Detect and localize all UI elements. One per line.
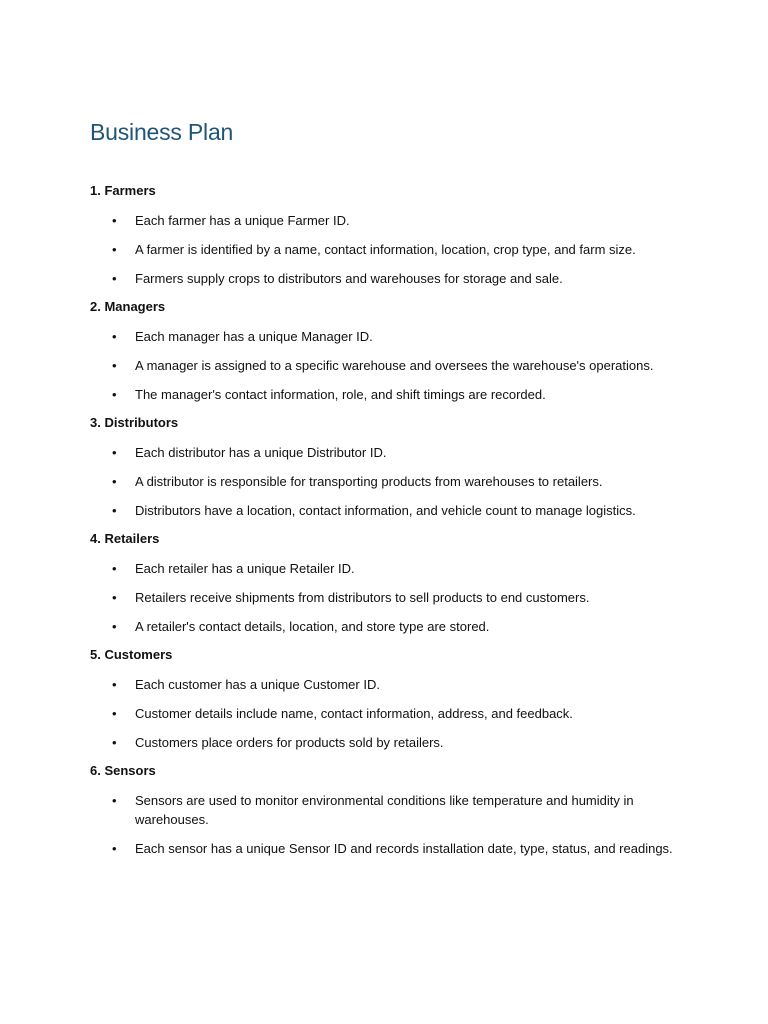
bullet-icon: • <box>112 677 117 692</box>
list-item <box>90 385 680 404</box>
list-item <box>90 791 680 829</box>
document-page <box>90 116 680 868</box>
list-item-text: Farmers supply crops to distributors and warehouses for storage and sale. <box>135 271 563 286</box>
list-item-text: A farmer is identified by a name, contact information, location, crop type, and farm size. <box>135 242 636 257</box>
bullet-icon: • <box>112 841 117 856</box>
list-item <box>90 704 680 723</box>
list-item-text: The manager's contact information, role, and shift timings are recorded. <box>135 387 546 402</box>
section-heading: 1. Farmers <box>90 183 156 198</box>
section-heading: 3. Distributors <box>90 415 179 430</box>
bullet-list <box>90 675 680 752</box>
document-section <box>90 530 680 636</box>
list-item <box>90 443 680 462</box>
list-item-text: Each customer has a unique Customer ID. <box>135 677 380 692</box>
bullet-icon: • <box>112 793 117 808</box>
bullet-icon: • <box>112 619 117 634</box>
section-list <box>90 182 680 858</box>
page-title: Business Plan <box>90 119 234 145</box>
bullet-list <box>90 211 680 288</box>
bullet-icon: • <box>112 474 117 489</box>
list-item <box>90 240 680 259</box>
list-item-text: Each sensor has a unique Sensor ID and records installation date, type, status, and readings. <box>135 841 673 856</box>
bullet-icon: • <box>112 503 117 518</box>
list-item <box>90 839 680 858</box>
list-item-text: Sensors are used to monitor environmental conditions like temperature and humidity in warehouses. <box>135 793 634 827</box>
list-item-text: Retailers receive shipments from distributors to sell products to end customers. <box>135 590 590 605</box>
bullet-icon: • <box>112 242 117 257</box>
list-item <box>90 675 680 694</box>
bullet-icon: • <box>112 561 117 576</box>
list-item-text: A distributor is responsible for transporting products from warehouses to retailers. <box>135 474 603 489</box>
list-item-text: Customers place orders for products sold by retailers. <box>135 735 444 750</box>
list-item <box>90 588 680 607</box>
list-item <box>90 733 680 752</box>
bullet-icon: • <box>112 590 117 605</box>
list-item <box>90 617 680 636</box>
list-item <box>90 559 680 578</box>
section-heading: 6. Sensors <box>90 763 156 778</box>
list-item <box>90 211 680 230</box>
bullet-icon: • <box>112 735 117 750</box>
bullet-list <box>90 443 680 520</box>
list-item-text: A manager is assigned to a specific warehouse and oversees the warehouse's operations. <box>135 358 654 373</box>
bullet-icon: • <box>112 271 117 286</box>
bullet-list <box>90 559 680 636</box>
document-section <box>90 762 680 858</box>
bullet-icon: • <box>112 445 117 460</box>
bullet-icon: • <box>112 213 117 228</box>
list-item-text: Each farmer has a unique Farmer ID. <box>135 213 350 228</box>
list-item <box>90 356 680 375</box>
list-item-text: Each manager has a unique Manager ID. <box>135 329 373 344</box>
list-item-text: Each retailer has a unique Retailer ID. <box>135 561 355 576</box>
bullet-icon: • <box>112 387 117 402</box>
list-item <box>90 269 680 288</box>
document-section <box>90 298 680 404</box>
bullet-icon: • <box>112 329 117 344</box>
document-section <box>90 646 680 752</box>
section-heading: 4. Retailers <box>90 531 160 546</box>
list-item-text: Distributors have a location, contact information, and vehicle count to manage logistics. <box>135 503 636 518</box>
list-item <box>90 501 680 520</box>
list-item-text: Each distributor has a unique Distributor ID. <box>135 445 387 460</box>
list-item-text: Customer details include name, contact information, address, and feedback. <box>135 706 573 721</box>
document-section <box>90 182 680 288</box>
section-heading: 5. Customers <box>90 647 173 662</box>
bullet-list <box>90 327 680 404</box>
bullet-icon: • <box>112 358 117 373</box>
section-heading: 2. Managers <box>90 299 166 314</box>
bullet-icon: • <box>112 706 117 721</box>
list-item-text: A retailer's contact details, location, and store type are stored. <box>135 619 490 634</box>
bullet-list <box>90 791 680 858</box>
list-item <box>90 472 680 491</box>
list-item <box>90 327 680 346</box>
document-section <box>90 414 680 520</box>
